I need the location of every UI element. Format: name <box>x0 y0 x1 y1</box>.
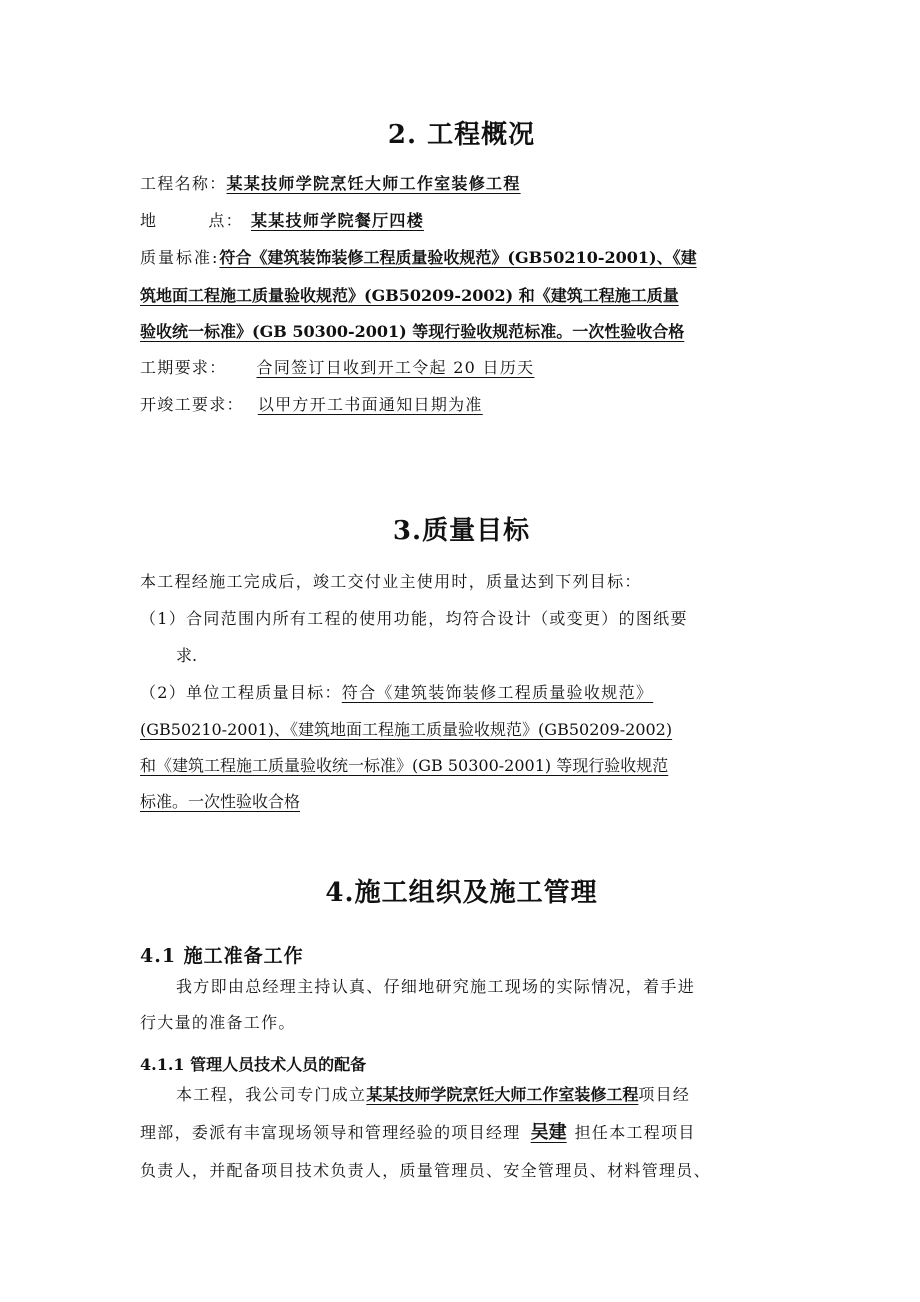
goal-item-1-line-1: （1）合同范围内所有工程的使用功能，均符合设计（或变更）的图纸要 <box>140 609 688 628</box>
subsection-4-1-heading: 4.1 施工准备工作 <box>140 945 304 967</box>
location-label: 地 点： <box>140 211 243 230</box>
section-4-heading: 4.施工组织及施工管理 <box>325 878 598 908</box>
staffing-text-2a: 理部，委派有丰富现场领导和管理经验的项目经理 <box>140 1123 521 1142</box>
period-value: 合同签订日收到开工令起 20 日历天 <box>256 358 535 377</box>
location-line <box>140 211 446 231</box>
staffing-line-3: 负责人，并配备项目技术负责人，质量管理员、安全管理员、材料管理员、 <box>140 1161 711 1180</box>
staffing-text-2b: 担任本工程项目 <box>574 1123 696 1142</box>
staffing-project-name: 某某技师学院烹饪大师工作室装修工程 <box>366 1085 639 1104</box>
goal-item-2-text-1: 符合《建筑装饰装修工程质量验收规范》 <box>341 683 654 702</box>
quality-intro: 本工程经施工完成后，竣工交付业主使用时，质量达到下列目标： <box>140 572 642 591</box>
project-name-value: 某某技师学院烹饪大师工作室装修工程 <box>226 174 521 193</box>
goal-item-2-line-4: 标准。一次性验收合格 <box>140 792 301 811</box>
project-name-label: 工程名称： <box>140 174 227 193</box>
staffing-line-2 <box>140 1123 696 1143</box>
quality-standard-text-1: 符合《建筑装饰装修工程质量验收规范》(GB50210-2001)、《建 <box>219 248 697 267</box>
project-name-line <box>140 174 521 194</box>
period-label: 工期要求： <box>140 358 227 377</box>
start-value: 以甲方开工书面通知日期为准 <box>257 395 483 414</box>
subsection-4-1-1-heading: 4.1.1 管理人员技术人员的配备 <box>140 1055 367 1074</box>
subsection-4-1-line-2: 行大量的准备工作。 <box>140 1013 296 1032</box>
start-label: 开竣工要求： <box>140 395 244 414</box>
goal-item-2-line-3: 和《建筑工程施工质量验收统一标准》(GB 50300-2001) 等现行验收规范 <box>140 756 669 775</box>
quality-standard-line-2: 筑地面工程施工质量验收规范》(GB50209-2002) 和《建筑工程施工质量 <box>140 286 679 305</box>
staffing-line-1 <box>176 1085 690 1105</box>
goal-item-2-label: （2）单位工程质量目标： <box>140 683 342 702</box>
quality-standard-label: 质量标准: <box>140 248 220 267</box>
subsection-4-1-line-1: 我方即由总经理主持认真、仔细地研究施工现场的实际情况，着手进 <box>176 977 696 996</box>
project-manager-name: 吴建 <box>530 1122 567 1143</box>
start-line <box>140 395 549 415</box>
staffing-text-start: 本工程，我公司专门成立 <box>176 1085 367 1104</box>
quality-standard-line-1 <box>140 248 697 268</box>
goal-item-1-line-2: 求. <box>176 646 198 665</box>
staffing-text-mid: 项目经 <box>638 1085 691 1104</box>
section-2-heading: 2. 工程概况 <box>387 120 536 150</box>
goal-item-2-line-2: (GB50210-2001)、《建筑地面工程施工质量验收规范》(GB50209-2002) <box>140 720 673 739</box>
section-3-heading: 3.质量目标 <box>392 516 531 546</box>
quality-standard-line-3: 验收统一标准》(GB 50300-2001) 等现行验收规范标准。一次性验收合格 <box>140 322 685 341</box>
goal-item-2-line-1 <box>140 683 653 703</box>
period-line <box>140 358 556 378</box>
location-value: 某某技师学院餐厅四楼 <box>251 211 425 230</box>
